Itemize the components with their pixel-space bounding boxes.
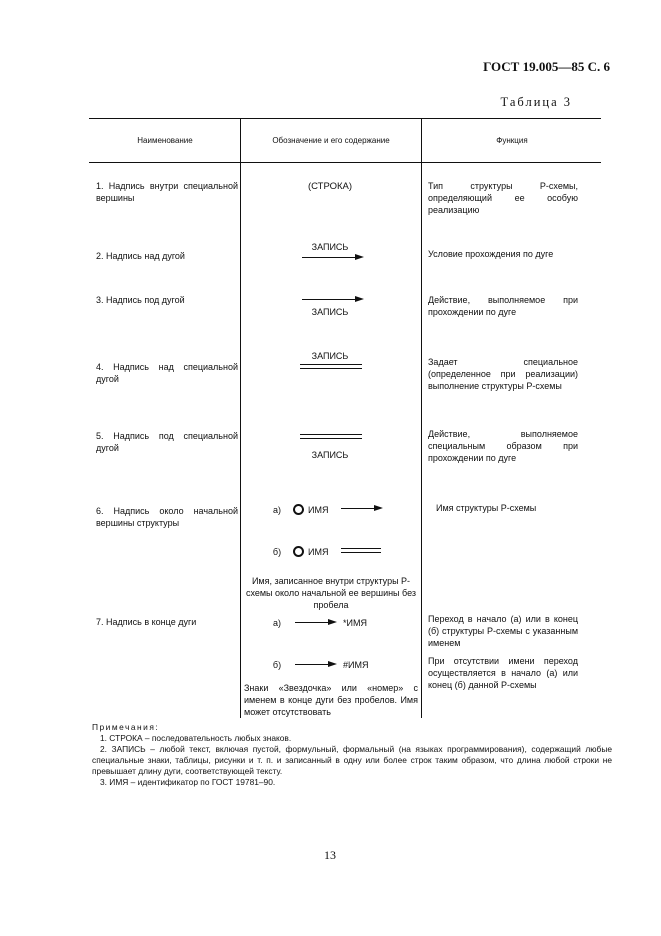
- row-6-note: Имя, записанное внутри структуры Р-схемы около начальной ее вершины без пробела: [245, 576, 417, 610]
- row-2-symbol: ЗАПИСЬ: [311, 242, 349, 252]
- notes-block: [92, 722, 612, 788]
- row-4-function: Задает специальное (определенное при реализации) выполнение структуры Р-схемы: [428, 357, 578, 391]
- column-header-symbol: Обозначение и его содержание: [272, 136, 390, 145]
- note-item: 3. ИМЯ – идентификатор по ГОСТ 19781–90.: [100, 777, 276, 787]
- table-top-border: [89, 118, 601, 119]
- row-7-symbol-a: *ИМЯ: [343, 618, 367, 628]
- note-item: 1. СТРОКА – последовательность любых знаков.: [100, 733, 292, 743]
- row-2-function: Условие прохождения по дуге: [428, 249, 554, 259]
- row-6-function: Имя структуры Р-схемы: [436, 503, 537, 513]
- row-5-symbol: ЗАПИСЬ: [311, 450, 349, 460]
- arc-arrow: [302, 254, 364, 262]
- arc-arrow: [341, 505, 383, 513]
- column-divider-1: [240, 118, 241, 718]
- row-6-symbol-a: ИМЯ: [308, 505, 329, 515]
- arc-arrow: [302, 296, 364, 304]
- arc-arrow: [295, 661, 337, 669]
- row-1-symbol: (СТРОКА): [307, 181, 353, 192]
- special-arc: [300, 434, 362, 439]
- page-number: 13: [324, 848, 336, 862]
- variant-a-label: а): [272, 505, 281, 515]
- row-6-name: 6. Надпись около начальной вершины структуры: [96, 506, 238, 528]
- arc-arrow: [295, 619, 337, 627]
- row-7-name: 7. Надпись в конце дуги: [96, 617, 197, 627]
- notes-title: Примечания:: [92, 722, 160, 732]
- column-divider-2: [421, 118, 422, 718]
- row-6-symbol-b: ИМЯ: [308, 547, 329, 557]
- row-3-function: Действие, выполняемое при прохождении по дуге: [428, 295, 578, 317]
- row-4-symbol: ЗАПИСЬ: [311, 351, 349, 361]
- variant-b-label: б): [272, 547, 282, 557]
- column-header-function: Функция: [496, 136, 528, 145]
- row-7-function-2: При отсутствии имени переход осуществляется в начало (а) или конец (б) данной Р-схемы: [428, 656, 578, 690]
- row-7-function: Переход в начало (а) или в конец (б) структуры Р-схемы с указанным именем: [428, 614, 578, 648]
- row-1-function: Тип структуры Р-схемы, определяющий ее особую реализацию: [428, 181, 578, 215]
- special-arc: [341, 548, 381, 553]
- variant-a-label: а): [272, 618, 281, 628]
- document-reference: ГОСТ 19.005—85 С. 6: [483, 59, 610, 74]
- row-5-function: Действие, выполняемое специальным образом при прохождении по дуге: [428, 429, 578, 463]
- table-header-border: [89, 162, 601, 163]
- column-header-name: Наименование: [137, 136, 193, 145]
- start-vertex-circle: [293, 546, 304, 557]
- row-7-symbol-b: #ИМЯ: [343, 660, 369, 670]
- row-5-name: 5. Надпись под специальной дугой: [96, 431, 238, 453]
- variant-b-label: б): [272, 660, 282, 670]
- row-7-note: Знаки «Звездочка» или «номер» с именем в конце дуги без пробелов. Имя может отсутствовать: [244, 683, 418, 717]
- row-4-name: 4. Надпись над специальной дугой: [96, 362, 238, 384]
- row-3-name: 3. Надпись под дугой: [96, 295, 185, 305]
- row-3-symbol: ЗАПИСЬ: [311, 307, 349, 317]
- row-2-name: 2. Надпись над дугой: [96, 251, 185, 261]
- start-vertex-circle: [293, 504, 304, 515]
- table-number: Таблица 3: [500, 95, 572, 109]
- special-arc: [300, 364, 362, 369]
- row-1-name: 1. Надпись внутри специальной вершины: [96, 181, 238, 203]
- note-item: 2. ЗАПИСЬ – любой текст, включая пустой, формульный, формальный (на языках программирования), содержащий любые специальные знаки, таблицы, рисунки и т. п. и записанный в одну или более строк таким образом, что длина любой строки не превышает длину дуги, соответствующей тексту.: [92, 744, 612, 776]
